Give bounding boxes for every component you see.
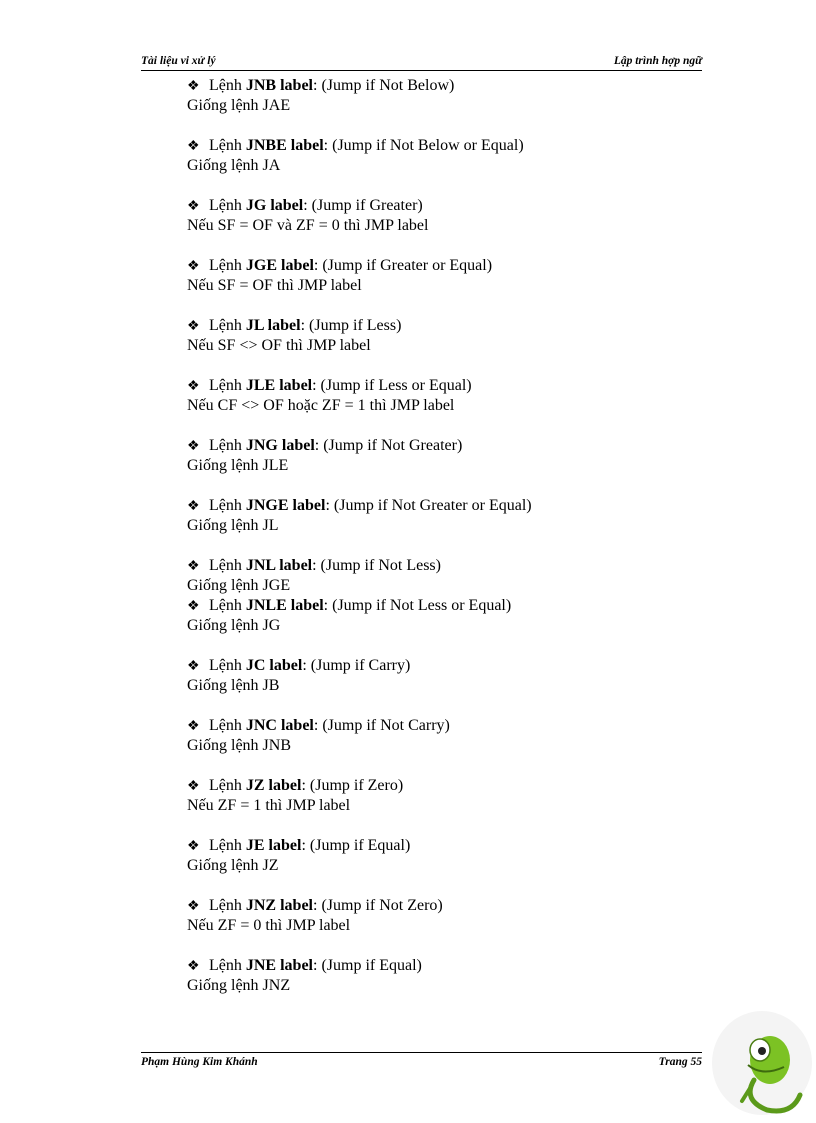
instruction-desc: : (Jump if Not Greater or Equal) — [325, 497, 532, 514]
instruction-prefix: Lệnh — [209, 197, 242, 214]
instruction-name: JNE label — [245, 957, 313, 974]
instruction-list — [187, 76, 707, 996]
instruction-name: JL label — [245, 317, 301, 334]
instruction-desc: : (Jump if Not Below or Equal) — [323, 137, 524, 154]
instruction-name: JNGE label — [245, 497, 326, 514]
instruction-name: JZ label — [245, 777, 302, 794]
diamond-bullet-icon: ❖ — [187, 139, 200, 154]
instruction-prefix: Lệnh — [209, 257, 242, 274]
instruction-detail: Giống lệnh JGE — [187, 577, 291, 594]
diamond-bullet-icon: ❖ — [187, 259, 200, 274]
instruction-entry — [187, 716, 707, 756]
instruction-entry — [187, 496, 707, 536]
instruction-name: JNL label — [245, 557, 313, 574]
instruction-entry — [187, 776, 707, 816]
instruction-entry — [187, 76, 707, 116]
instruction-prefix: Lệnh — [209, 77, 242, 94]
instruction-name: JLE label — [245, 377, 313, 394]
instruction-name: JG label — [245, 197, 304, 214]
instruction-entry — [187, 956, 707, 996]
instruction-desc: : (Jump if Not Less) — [312, 557, 441, 574]
instruction-detail: Giống lệnh JA — [187, 157, 281, 174]
instruction-prefix: Lệnh — [209, 777, 242, 794]
instruction-desc: : (Jump if Not Less or Equal) — [323, 597, 512, 614]
instruction-desc: : (Jump if Zero) — [301, 777, 404, 794]
diamond-bullet-icon: ❖ — [187, 79, 200, 94]
instruction-desc: : (Jump if Greater) — [303, 197, 423, 214]
instruction-name: JNZ label — [245, 897, 313, 914]
instruction-prefix: Lệnh — [209, 497, 242, 514]
instruction-prefix: Lệnh — [209, 437, 242, 454]
diamond-bullet-icon: ❖ — [187, 319, 200, 334]
instruction-prefix: Lệnh — [209, 557, 242, 574]
instruction-detail: Giống lệnh JNB — [187, 737, 291, 754]
diamond-bullet-icon: ❖ — [187, 899, 200, 914]
diamond-bullet-icon: ❖ — [187, 659, 200, 674]
instruction-desc: : (Jump if Not Zero) — [313, 897, 443, 914]
instruction-desc: : (Jump if Less) — [300, 317, 402, 334]
instruction-entry — [187, 196, 707, 236]
instruction-entry — [187, 256, 707, 296]
instruction-prefix: Lệnh — [209, 897, 242, 914]
instruction-entry — [187, 896, 707, 936]
instruction-detail: Giống lệnh JB — [187, 677, 280, 694]
instruction-prefix: Lệnh — [209, 837, 242, 854]
instruction-entry — [187, 316, 707, 356]
instruction-desc: : (Jump if Not Greater) — [314, 437, 463, 454]
instruction-prefix: Lệnh — [209, 717, 242, 734]
instruction-name: JE label — [245, 837, 302, 854]
instruction-name: JNBE label — [245, 137, 324, 154]
instruction-name: JNLE label — [245, 597, 324, 614]
instruction-entry — [187, 376, 707, 416]
instruction-detail: Giống lệnh JAE — [187, 97, 291, 114]
header-right-title: Lập trình hợp ngữ — [613, 55, 702, 67]
diamond-bullet-icon: ❖ — [187, 719, 200, 734]
instruction-desc: : (Jump if Not Below) — [313, 77, 455, 94]
instruction-desc: : (Jump if Greater or Equal) — [313, 257, 493, 274]
instruction-detail: Nếu ZF = 0 thì JMP label — [187, 917, 351, 934]
instruction-detail: Giống lệnh JLE — [187, 457, 289, 474]
diamond-bullet-icon: ❖ — [187, 379, 200, 394]
chameleon-mascot-icon — [672, 1005, 812, 1120]
instruction-desc: : (Jump if Equal) — [301, 837, 411, 854]
instruction-detail: Giống lệnh JG — [187, 617, 281, 634]
instruction-detail: Giống lệnh JNZ — [187, 977, 291, 994]
instruction-name: JNG label — [245, 437, 315, 454]
instruction-entry — [187, 656, 707, 696]
page-footer — [141, 1052, 702, 1071]
instruction-prefix: Lệnh — [209, 377, 242, 394]
instruction-detail: Nếu ZF = 1 thì JMP label — [187, 797, 351, 814]
instruction-name: JNC label — [245, 717, 314, 734]
instruction-detail: Nếu SF = OF thì JMP label — [187, 277, 362, 294]
diamond-bullet-icon: ❖ — [187, 499, 200, 514]
instruction-entry — [187, 556, 707, 596]
instruction-name: JGE label — [245, 257, 314, 274]
instruction-desc: : (Jump if Less or Equal) — [312, 377, 472, 394]
diamond-bullet-icon: ❖ — [187, 439, 200, 454]
instruction-entry — [187, 436, 707, 476]
instruction-detail: Giống lệnh JZ — [187, 857, 279, 874]
instruction-entry — [187, 596, 707, 636]
instruction-name: JNB label — [245, 77, 313, 94]
instruction-detail: Giống lệnh JL — [187, 517, 279, 534]
instruction-prefix: Lệnh — [209, 657, 242, 674]
instruction-prefix: Lệnh — [209, 957, 242, 974]
instruction-entry — [187, 836, 707, 876]
page-header — [141, 53, 702, 71]
instruction-desc: : (Jump if Not Carry) — [313, 717, 450, 734]
diamond-bullet-icon: ❖ — [187, 839, 200, 854]
instruction-desc: : (Jump if Equal) — [313, 957, 422, 974]
diamond-bullet-icon: ❖ — [187, 779, 200, 794]
diamond-bullet-icon: ❖ — [187, 599, 200, 614]
instruction-prefix: Lệnh — [209, 597, 242, 614]
instruction-entry — [187, 136, 707, 176]
diamond-bullet-icon: ❖ — [187, 959, 200, 974]
instruction-desc: : (Jump if Carry) — [302, 657, 411, 674]
instruction-detail: Nếu CF <> OF hoặc ZF = 1 thì JMP label — [187, 397, 455, 414]
footer-author: Phạm Hùng Kim Khánh — [141, 1056, 258, 1068]
instruction-prefix: Lệnh — [209, 137, 242, 154]
diamond-bullet-icon: ❖ — [187, 199, 200, 214]
diamond-bullet-icon: ❖ — [187, 559, 200, 574]
instruction-detail: Nếu SF = OF và ZF = 0 thì JMP label — [187, 217, 429, 234]
header-left-title: Tài liệu vi xử lý — [141, 55, 216, 67]
instruction-detail: Nếu SF <> OF thì JMP label — [187, 337, 371, 354]
footer-page-number: Trang 55 — [658, 1056, 702, 1068]
instruction-name: JC label — [245, 657, 303, 674]
instruction-prefix: Lệnh — [209, 317, 242, 334]
